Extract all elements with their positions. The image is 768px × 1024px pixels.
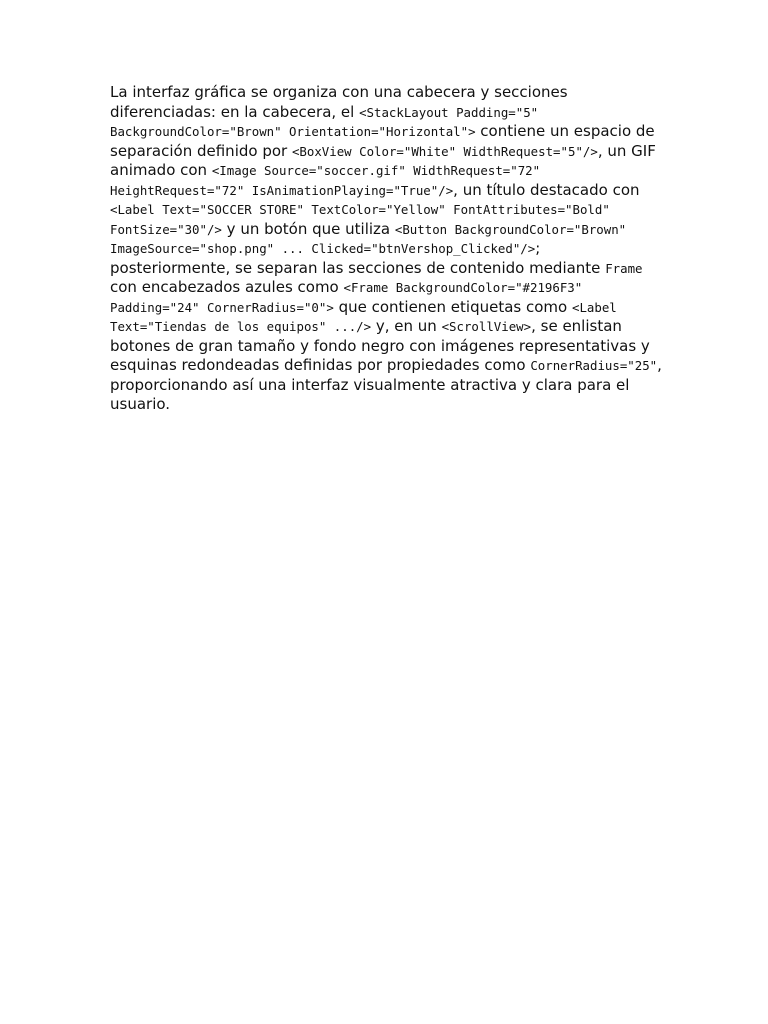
text-segment: , proporcionando así una interfaz visualmente atractiva y clara para el usuario.: [110, 356, 662, 413]
text-segment: y un botón que utiliza: [221, 219, 395, 238]
text-segment: que contienen etiquetas como: [333, 297, 572, 316]
text-segment: ; posteriormente, se separan las secciones de contenido mediante: [110, 239, 606, 277]
text-segment: La interfaz gráfica se organiza con una cabecera y secciones diferenciadas: en la cabecera, el: [110, 83, 568, 121]
text-segment: contiene un espacio de separación definido por: [110, 122, 655, 160]
code-snippet: Frame: [605, 260, 643, 276]
code-snippet: <Image Source="soccer.gif" WidthRequest="72" HeightRequest="72" IsAnimationPlaying="True"/>: [110, 163, 541, 198]
code-snippet: <BoxView Color="White" WidthRequest="5"/>: [291, 143, 598, 159]
text-segment: , un título destacado con: [453, 180, 640, 199]
code-snippet: CornerRadius="25": [530, 358, 658, 373]
code-snippet: <Button BackgroundColor="Brown" ImageSource="shop.png" ... Clicked="btnVershop_Clicked"/>: [110, 221, 627, 256]
code-snippet: <ScrollView>: [441, 319, 532, 334]
text-segment: , un GIF animado con: [110, 141, 656, 179]
text-segment: con encabezados azules como: [110, 278, 344, 296]
text-segment: , se enlistan botones de gran tamaño y fondo negro con imágenes representativas y esquinas redondeadas definidas por propiedades como: [110, 317, 650, 374]
text-segment: y, en un: [371, 317, 442, 335]
code-snippet: <StackLayout Padding="5" BackgroundColor="Brown" Orientation="Horizontal">: [110, 104, 539, 139]
code-snippet: <Label Text="Tiendas de los equipos" .../>: [110, 299, 617, 334]
body-paragraph: [110, 83, 662, 415]
code-snippet: <Frame BackgroundColor="#2196F3" Padding="24" CornerRadius="0">: [110, 280, 583, 315]
code-snippet: <Label Text="SOCCER STORE" TextColor="Yellow" FontAttributes="Bold" FontSize="30"/>: [110, 202, 610, 237]
